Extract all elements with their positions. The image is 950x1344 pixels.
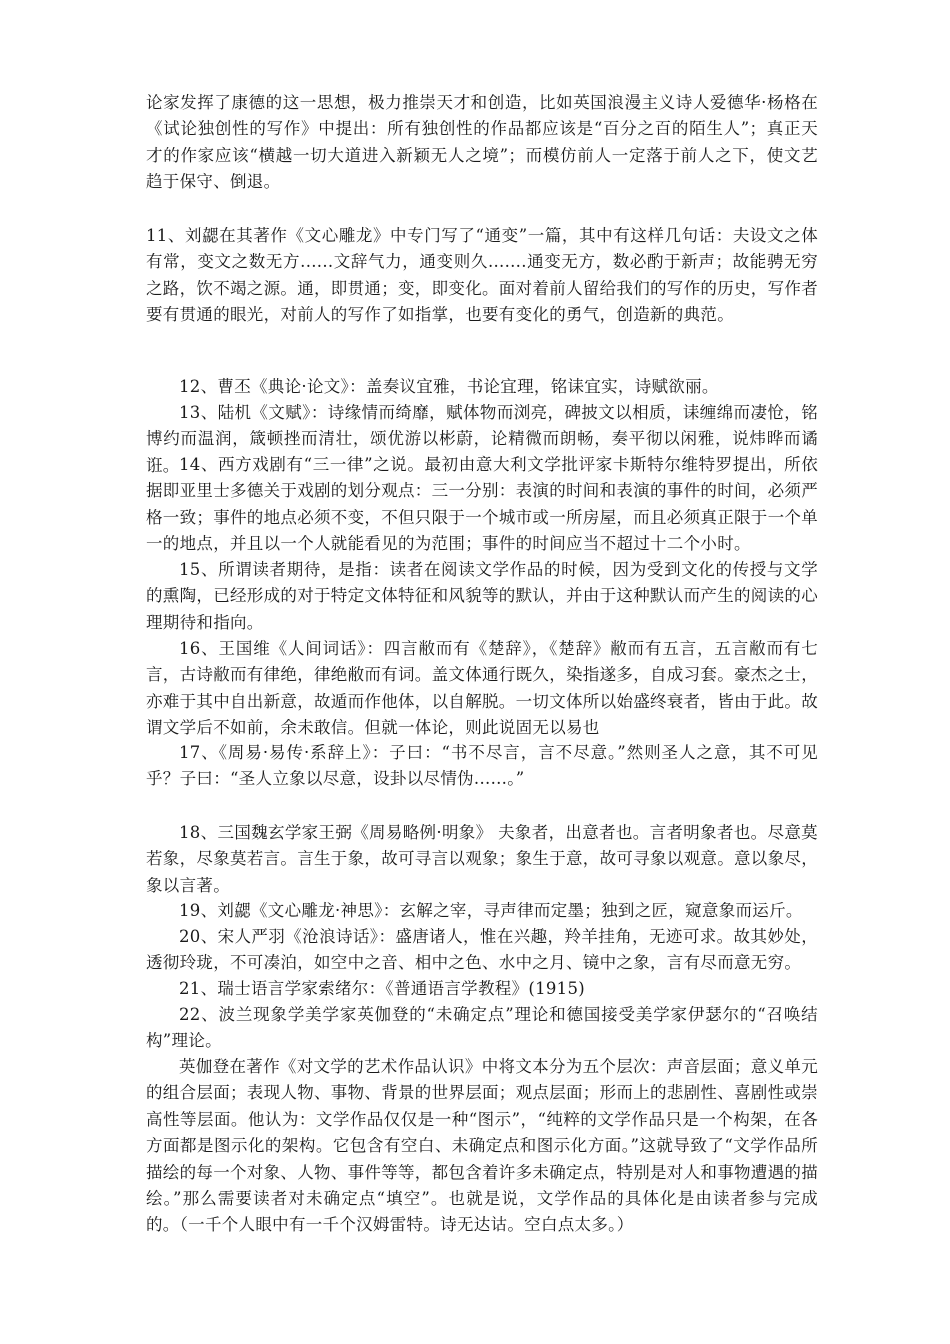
paragraph-17: 17、《周易·易传·系辞上》：子曰：“书不尽言，言不尽意。”然则圣人之意，其不可见乎？子曰：“圣人立象以尽意，设卦以尽情伪......。” — [146, 743, 818, 789]
paragraph-intro: 论家发挥了康德的这一思想，极力推崇天才和创造，比如英国浪漫主义诗人爱德华·杨格在《试论独创性的写作》中提出：所有独创性的作品都应该是“百分之百的陌生人”；真正天才的作家应该“横越一切大道进入新颖无人之境”；而模仿前人一定落于前人之下，使文艺趋于保守、倒退。 — [146, 93, 818, 192]
paragraph-ingarden: 英伽登在著作《对文学的艺术作品认识》中将文本分为五个层次：声音层面；意义单元的组合层面；表现人物、事物、背景的世界层面；观点层面；形而上的悲剧性、喜剧性或崇高性等层面。他认为：文学作品仅仅是一种“图示”，“纯粹的文学作品只是一个构架，在各方面都是图示化的架构。它包含有空白、未确定点和图示化方面。”这就导致了“文学作品所描绘的每一个对象、人物、事件等等，都包含着许多未确定点，特别是对人和事物遭遇的描绘。”那么需要读者对未确定点“填空”。也就是说，文学作品的具体化是由读者参与完成的。（一千个人眼中有一千个汉姆雷特。诗无达诂。空白点太多。） — [146, 1057, 818, 1235]
paragraph-19: 19、刘勰《文心雕龙·神思》：玄解之宰，寻声律而定墨；独到之匠，窥意象而运斤。 — [179, 901, 803, 920]
paragraph-18: 18、三国魏玄学家王弼《周易略例·明象》 夫象者，出意者也。言者明象者也。尽意莫若象，尽象莫若言。言生于象，故可寻言以观象；象生于意，故可寻象以观意。意以象尽，象以言著。 — [146, 823, 818, 895]
paragraph-11: 11、刘勰在其著作《文心雕龙》中专门写了“通变”一篇，其中有这样几句话：夫设文之体有常，变文之数无方......文辞气力，通变则久.......通变无方，数必酌于新声；故能骋无穷之路，饮不竭之源。通，即贯通；变，即变化。面对着前人留给我们的写作的历史，写作者要有贯通的眼光，对前人的写作了如指掌，也要有变化的勇气，创造新的典范。 — [146, 226, 818, 325]
paragraph-21: 21、瑞士语言学家索绪尔：《普通语言学教程》(1915) — [179, 979, 586, 998]
paragraph-12: 12、曹丕《典论·论文》：盖奏议宜雅，书论宜理，铭诔宜实，诗赋欲丽。 — [179, 377, 719, 396]
paragraph-20: 20、宋人严羽《沧浪诗话》：盛唐诸人，惟在兴趣，羚羊挂角，无迹可求。故其妙处，透彻玲珑，不可凑泊，如空中之音、相中之色、水中之月、镜中之象，言有尽而意无穷。 — [146, 927, 818, 973]
paragraph-22: 22、波兰现象学美学家英伽登的“未确定点”理论和德国接受美学家伊瑟尔的“召唤结构”理论。 — [146, 1005, 818, 1051]
paragraph-16: 16、王国维《人间词话》：四言敝而有《楚辞》，《楚辞》敝而有五言，五言敝而有七言，古诗敝而有律绝，律绝敝而有词。盖文体通行既久，染指遂多，自成习套。豪杰之士，亦难于其中自出新意，故遁而作他体，以自解脱。一切文体所以始盛终衰者，皆由于此。故谓文学后不如前，余未敢信。但就一体论，则此说固无以易也 — [146, 639, 818, 738]
paragraph-14: 14、西方戏剧有“三一律”之说。最初由意大利文学批评家卡斯特尔维特罗提出，所依据即亚里士多德关于戏剧的划分观点：三一分别：表演的时间和表演的事件的时间，必须严格一致；事件的地点必须不变，不但只限于一个城市或一所房屋，而且必须真正限于一个单一的地点，并且以一个人就能看见的为范围；事件的时间应当不超过十二个小时。 — [146, 455, 818, 554]
paragraph-15: 15、所谓读者期待，是指：读者在阅读文学作品的时候，因为受到文化的传授与文学的熏陶，已经形成的对于特定文体特征和风貌等的默认，并由于这种默认而产生的阅读的心理期待和指向。 — [146, 560, 818, 632]
paragraph-13: 13、陆机《文赋》：诗缘情而绮靡，赋体物而浏亮，碑披文以相质，诔缠绵而凄怆，铭博约而温润，箴顿挫而清壮，颂优游以彬蔚，论精微而朗畅，奏平彻以闲雅，说炜晔而谲诳。 — [146, 403, 818, 475]
